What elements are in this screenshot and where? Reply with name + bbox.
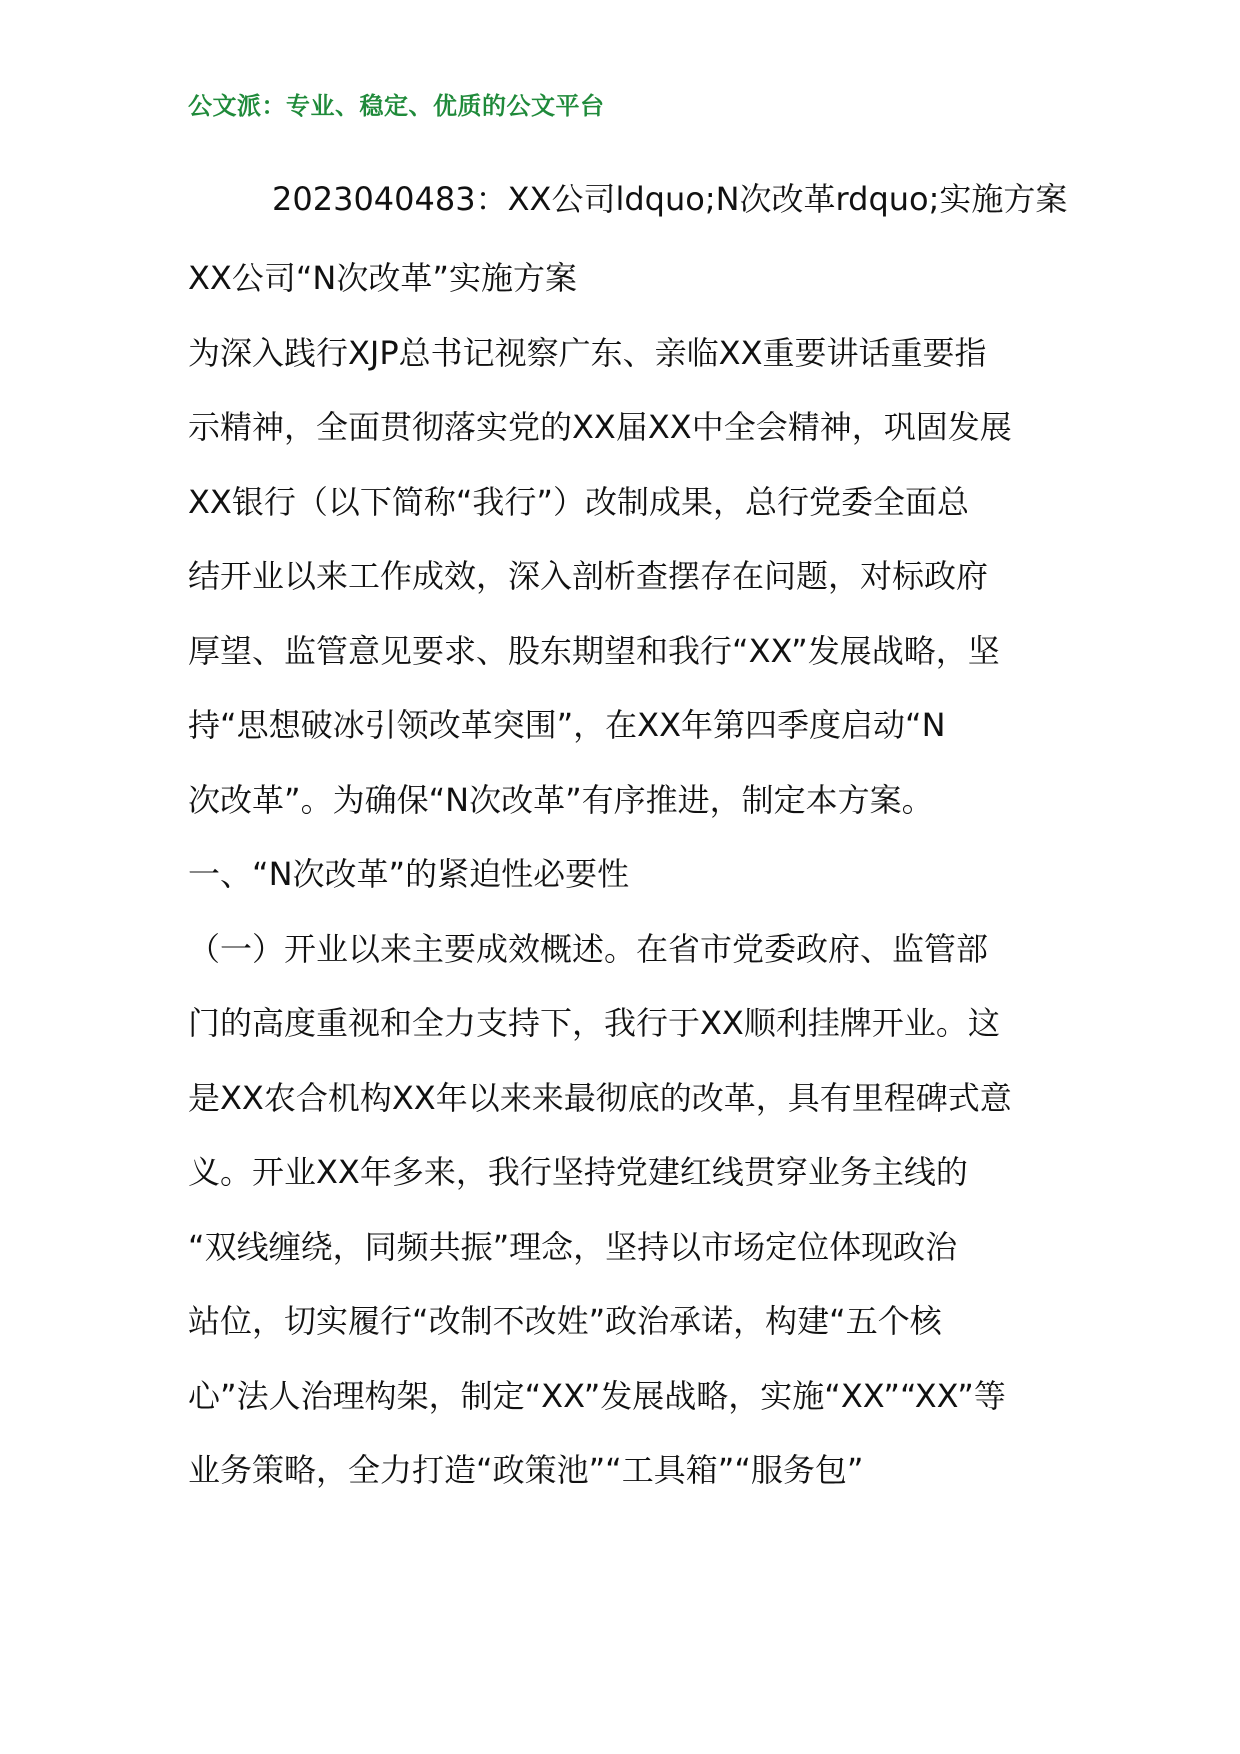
paragraph-line: 持“思想破冰引领改革突围”，在XX年第四季度启动“N xyxy=(188,706,946,744)
paragraph-line: 结开业以来工作成效，深入剖析查摆存在问题，对标政府 xyxy=(188,557,989,595)
document-title: 2023040483：XX公司ldquo;N次改革rdquo;实施方案 xyxy=(272,180,1068,218)
section-heading: 一、“N次改革”的紧迫性必要性 xyxy=(188,855,630,893)
paragraph-line: XX银行（以下简称“我行”）改制成果，总行党委全面总 xyxy=(188,482,970,521)
paragraph-line: 为深入践行XJP总书记视察广东、亲临XX重要讲话重要指 xyxy=(188,333,987,372)
paragraph-line: （一）开业以来主要成效概述。在省市党委政府、监管部 xyxy=(188,929,989,968)
paragraph-line: 业务策略，全力打造“政策池”“工具箱”“服务包” xyxy=(188,1451,864,1489)
paragraph-line: 义。开业XX年多来，我行坚持党建红线贯穿业务主线的 xyxy=(188,1153,968,1191)
document-heading: XX公司“N次改革”实施方案 xyxy=(188,259,577,297)
paragraph-line: 厚望、监管意见要求、股东期望和我行“XX”发展战略，坚 xyxy=(188,631,1000,670)
document-body xyxy=(188,258,1068,1525)
brand-header: 公文派：专业、稳定、优质的公文平台 xyxy=(188,92,605,120)
paragraph-line: “双线缠绕，同频共振”理念，坚持以市场定位体现政治 xyxy=(188,1227,958,1266)
paragraph-line: 站位，切实履行“改制不改姓”政治承诺，构建“五个核 xyxy=(188,1302,942,1340)
paragraph-line: 门的高度重视和全力支持下，我行于XX顺利挂牌开业。这 xyxy=(188,1004,1000,1042)
paragraph-line: 心”法人治理构架，制定“XX”发展战略，实施“XX”“XX”等 xyxy=(188,1376,1006,1415)
paragraph-line: 是XX农合机构XX年以来来最彻底的改革，具有里程碑式意 xyxy=(188,1078,1012,1117)
paragraph-line: 示精神，全面贯彻落实党的XX届XX中全会精神，巩固发展 xyxy=(188,408,1012,446)
paragraph-line: 次改革”。为确保“N次改革”有序推进，制定本方案。 xyxy=(188,780,934,819)
